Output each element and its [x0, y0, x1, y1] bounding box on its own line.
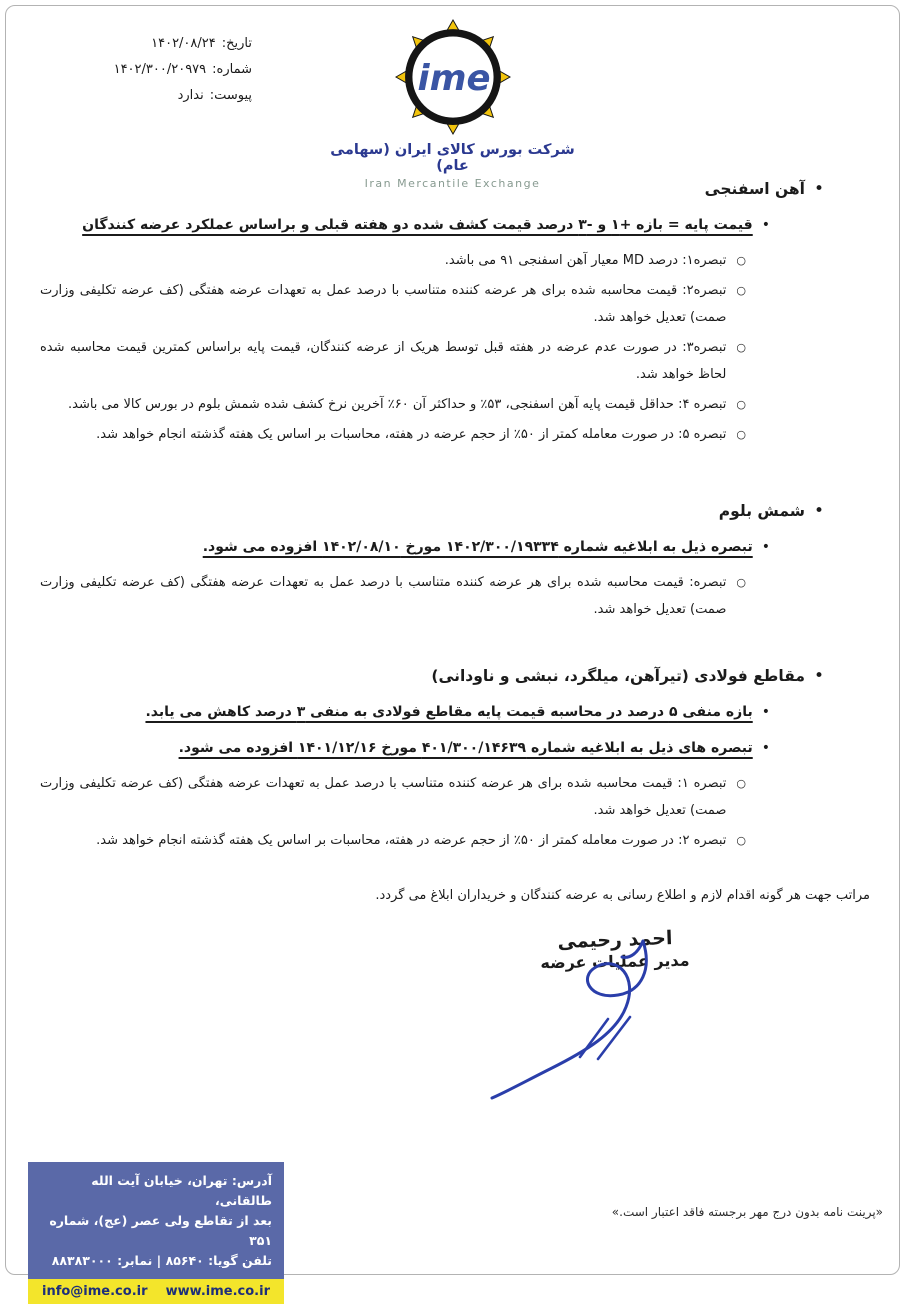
- website-link: www.ime.co.ir: [165, 1284, 270, 1299]
- section-title: شمش بلوم: [718, 502, 805, 520]
- section-steel-sections: [40, 663, 870, 854]
- section-headline: تبصره های ذیل به ابلاغیه شماره ۴۰۱/۳۰۰/۱۴۶۳۹ مورخ ۱۴۰۱/۱۲/۱۶ افزوده می شود.: [178, 740, 753, 756]
- section-title-row: [40, 498, 870, 524]
- letter-body: [40, 176, 870, 971]
- circle-bullet-icon: ○: [736, 834, 746, 847]
- address-line-1: آدرس: تهران، خیابان آیت الله طالقانی،: [91, 1173, 272, 1208]
- note-text: تبصره: قیمت محاسبه شده برای هر عرضه کننده متناسب با درصد عمل به تعهدات عرضه هفتگی (کف عرضه تکلیفی وزارت صمت) تعدیل خواهد شد.: [40, 575, 727, 617]
- note-item: [40, 827, 870, 854]
- note-text: تبصره۱: درصد MD معیار آهن اسفنجی ۹۱ می باشد.: [444, 253, 727, 268]
- date-row: [52, 36, 252, 51]
- circle-bullet-icon: ○: [736, 341, 746, 354]
- company-address: [28, 1162, 284, 1279]
- signature-block: [505, 929, 725, 971]
- letter-meta: [52, 36, 252, 114]
- footer-links-bar: [28, 1279, 284, 1304]
- circle-bullet-icon: ○: [736, 777, 746, 790]
- section-notes: [40, 247, 870, 448]
- closing-statement: مراتب جهت هر گونه اقدام لازم و اطلاع رسانی به عرضه کنندگان و خریداران ابلاغ می گردد.: [375, 888, 870, 903]
- address-line-2: بعد از تقاطع ولی عصر (عج)، شماره ۳۵۱: [49, 1213, 272, 1248]
- attachment-row: [52, 88, 252, 103]
- section-headline-row: [40, 212, 870, 238]
- date-label: تاریخ:: [221, 36, 252, 51]
- section-headline-row: [40, 534, 870, 560]
- circle-bullet-icon: ○: [736, 254, 746, 267]
- section-bloom-ingot: [40, 498, 870, 623]
- section-headline-row: [40, 699, 870, 725]
- note-item: [40, 247, 870, 274]
- number-label: شماره:: [212, 62, 252, 77]
- note-text: تبصره۲: قیمت محاسبه شده برای هر عرضه کننده متناسب با درصد عمل به تعهدات عرضه هفتگی (کف عرضه تکلیفی وزارت صمت) تعدیل خواهد شد.: [40, 283, 727, 325]
- note-item: [40, 569, 870, 623]
- signer-title: مدیر عملیات عرضه: [540, 950, 690, 973]
- note-text: تبصره۳: در صورت عدم عرضه در هفته قبل توسط هریک از عرضه کنندگان، قیمت پایه براساس کمترین قیمت محاسبه شده لحاظ خواهد شد.: [40, 340, 727, 382]
- section-notes: [40, 770, 870, 854]
- attachment-value: ندارد: [177, 88, 204, 103]
- section-title: مقاطع فولادی (تیرآهن، میلگرد، نبشی و ناودانی): [431, 667, 805, 685]
- section-headline: بازه منفی ۵ درصد در محاسبه قیمت پایه مقاطع فولادی به منفی ۳ درصد کاهش می یابد.: [145, 704, 753, 720]
- number-row: [52, 62, 252, 77]
- email-link: info@ime.co.ir: [42, 1284, 148, 1299]
- company-name-fa: شرکت بورس کالای ایران (سهامی عام): [330, 142, 575, 174]
- footer-address-box: [28, 1162, 284, 1304]
- note-text: تبصره ۵: در صورت معامله کمتر از ۵۰٪ از حجم عرضه در هفته، محاسبات بر اساس یک هفته گذشته انجام خواهد شد.: [96, 427, 727, 442]
- attachment-label: پیوست:: [209, 88, 252, 103]
- bullet-icon: •: [813, 666, 824, 686]
- note-item: [40, 334, 870, 388]
- signer-name: احمد رحیمی: [557, 927, 673, 953]
- bullet-icon: •: [813, 179, 824, 199]
- section-title-row: [40, 176, 870, 202]
- section-headline: تبصره ذیل به ابلاغیه شماره ۱۴۰۲/۳۰۰/۱۹۳۳۴ مورخ ۱۴۰۲/۰۸/۱۰ افزوده می شود.: [202, 539, 753, 555]
- circle-bullet-icon: ○: [736, 398, 746, 411]
- section-notes: [40, 569, 870, 623]
- number-value: ۱۴۰۲/۳۰۰/۲۰۹۷۹: [113, 62, 207, 77]
- circle-bullet-icon: ○: [736, 428, 746, 441]
- svg-text:ime: ime: [416, 57, 490, 99]
- note-item: [40, 770, 870, 824]
- bullet-icon: •: [813, 501, 824, 521]
- address-line-3: تلفن گویا: ۸۵۶۴۰ | نمابر: ۸۸۳۸۳۰۰۰: [51, 1253, 272, 1268]
- ime-logo-icon: [394, 18, 512, 136]
- note-text: تبصره ۲: در صورت معامله کمتر از ۵۰٪ از حجم عرضه در هفته، محاسبات بر اساس یک هفته گذشته انجام خواهد شد.: [96, 833, 727, 848]
- note-item: [40, 421, 870, 448]
- print-validity-note: «پرینت نامه بدون درج مهر برجسته فاقد اعتبار است.»: [611, 1205, 883, 1219]
- ime-logo: [313, 18, 593, 190]
- bullet-icon: •: [761, 217, 770, 233]
- circle-bullet-icon: ○: [736, 284, 746, 297]
- circle-bullet-icon: ○: [736, 576, 746, 589]
- section-title-row: [40, 663, 870, 689]
- bullet-icon: •: [761, 704, 770, 720]
- note-text: تبصره ۱: قیمت محاسبه شده برای هر عرضه کننده متناسب با درصد عمل به تعهدات عرضه هفتگی (کف عرضه تکلیفی وزارت صمت) تعدیل خواهد شد.: [40, 776, 727, 818]
- bullet-icon: •: [761, 539, 770, 555]
- note-item: [40, 277, 870, 331]
- date-value: ۱۴۰۲/۰۸/۲۴: [151, 36, 216, 51]
- section-headline-row: [40, 735, 870, 761]
- bullet-icon: •: [761, 740, 770, 756]
- note-item: [40, 391, 870, 418]
- note-text: تبصره ۴: حداقل قیمت پایه آهن اسفنجی، ۵۳٪ و حداکثر آن ۶۰٪ آخرین نرخ کشف شده شمش بلوم در بورس کالا می باشد.: [67, 397, 727, 412]
- section-title: آهن اسفنجی: [704, 180, 805, 198]
- company-name-en: Iran Mercantile Exchange: [364, 177, 541, 190]
- section-headline: قیمت پایه = بازه +۱ و -۳ درصد قیمت کشف شده دو هفته قبلی و براساس عملکرد عرضه کنندگان: [82, 217, 753, 233]
- section-sponge-iron: [40, 176, 870, 448]
